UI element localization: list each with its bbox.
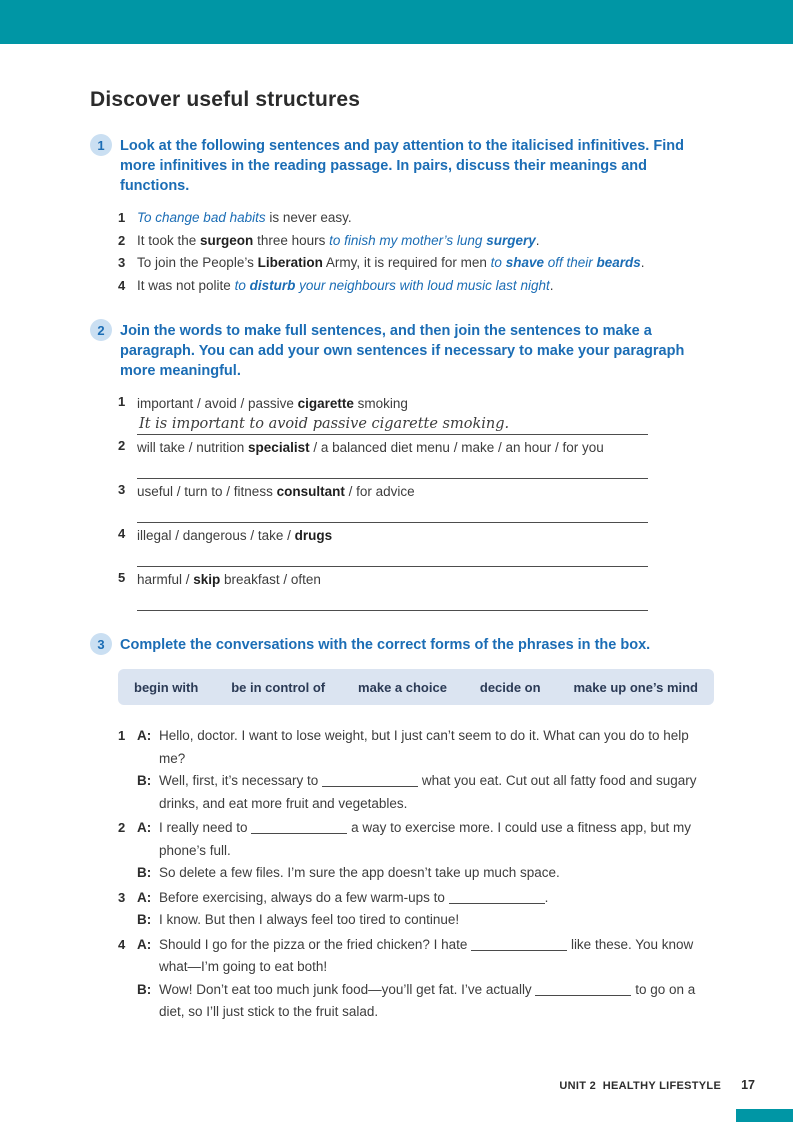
dialog-line <box>118 725 718 770</box>
text-run: to <box>234 277 250 293</box>
phrase-item: begin with <box>134 679 199 695</box>
answer-line[interactable] <box>137 546 648 567</box>
exercise-3-header <box>90 633 718 655</box>
text-run: illegal / dangerous / take / <box>137 528 295 543</box>
item-number: 2 <box>118 232 126 248</box>
text-run: three hours <box>253 232 330 248</box>
speaker-label: A: <box>137 936 152 952</box>
word-prompt-body <box>137 482 648 523</box>
text-run: a way to exercise more. I could use a fitness app, but my phone’s full. <box>159 820 691 858</box>
exercise-3-number-badge: 3 <box>90 633 112 655</box>
dialog-line <box>118 770 718 815</box>
text-run: beards <box>596 255 641 270</box>
text-run: I really need to <box>159 820 252 835</box>
phrase-item: make a choice <box>358 679 447 695</box>
item-number: 2 <box>118 438 126 453</box>
text-run: to <box>490 255 506 270</box>
answer-blank[interactable] <box>471 937 567 951</box>
text-run: Army, it is required for men <box>322 255 491 270</box>
dialog-number: 2 <box>118 820 126 835</box>
bottom-color-bar <box>736 1109 793 1122</box>
text-run: Well, first, it’s necessary to <box>159 773 323 788</box>
exercise-1-number-badge: 1 <box>90 134 112 156</box>
text-run: / a balanced diet menu / make / an hour / for you <box>309 440 604 455</box>
dialog-line <box>118 909 718 932</box>
dialog-text <box>159 725 718 770</box>
dialog-text <box>159 909 718 932</box>
word-prompt-list <box>118 394 718 611</box>
text-run: drugs <box>294 528 333 543</box>
dialog-line <box>118 934 718 979</box>
text-run: harmful / <box>137 572 194 587</box>
speaker-label: B: <box>137 981 152 997</box>
dialog-text <box>159 979 718 1024</box>
dialog-text <box>159 817 718 862</box>
word-prompt-text <box>137 570 648 590</box>
word-prompt-item <box>118 570 718 611</box>
text-run: skip <box>193 572 221 587</box>
dialog-number-spacer <box>118 862 137 885</box>
text-run: what you eat. Cut out all fatty food and sugary drinks, and eat more fruit and vegetables. <box>159 773 697 811</box>
word-prompt-item <box>118 438 718 479</box>
dialog-text <box>159 887 718 910</box>
text-run: It was not polite <box>137 277 235 293</box>
text-run: To change bad habits <box>137 210 266 225</box>
answer-blank[interactable] <box>535 982 631 996</box>
text-run: . <box>544 889 549 905</box>
dialog-number: 4 <box>118 936 126 952</box>
speaker-label: A: <box>137 889 152 905</box>
text-run: . <box>549 277 554 293</box>
sentence-item <box>118 230 718 253</box>
text-run: important / avoid / passive <box>137 396 298 411</box>
speaker-label: B: <box>137 773 152 788</box>
text-run: Before exercising, always do a few warm-ups to <box>159 889 449 905</box>
item-number: 5 <box>118 570 126 585</box>
footer <box>559 1078 755 1092</box>
exercise-2-instruction: Join the words to make full sentences, and then join the sentences to make a paragraph. You can add your own sentences if necessary to make your paragraph more meaningful. <box>120 323 685 379</box>
dialog-item <box>118 934 718 1024</box>
sentence-item <box>118 207 718 230</box>
conversation-list <box>118 725 718 1024</box>
exercise-2-header <box>90 319 718 381</box>
word-prompt-text <box>137 438 648 458</box>
unit-label: UNIT 2 HEALTHY LIFESTYLE <box>559 1080 722 1092</box>
dialog-item <box>118 725 718 815</box>
speaker-label: A: <box>137 728 152 743</box>
answer-line[interactable] <box>137 414 648 435</box>
phrase-box <box>118 669 714 705</box>
exercise-1-instruction: Look at the following sentences and pay attention to the italicised infinitives. Find more infinitives in the reading passage. In pairs, discuss their meanings and functions. <box>120 138 684 194</box>
item-number: 1 <box>118 210 126 225</box>
dialog-number-spacer <box>118 770 137 815</box>
speaker-label: B: <box>137 865 152 880</box>
exercise-3-instruction: Complete the conversations with the correct forms of the phrases in the box. <box>120 637 651 653</box>
dialog-number-spacer <box>118 979 137 1024</box>
dialog-item <box>118 817 718 885</box>
word-prompt-text <box>137 394 648 414</box>
item-number: 3 <box>118 255 126 270</box>
text-run: specialist <box>248 440 310 455</box>
text-run: Wow! Don’t eat too much junk food—you’ll get fat. I’ve actually <box>159 981 536 997</box>
text-run: smoking <box>353 396 408 411</box>
phrase-item: make up one’s mind <box>573 679 698 695</box>
sentence-text <box>137 230 718 253</box>
text-run: To join the People’s <box>137 255 258 270</box>
text-run: . <box>535 232 540 248</box>
text-run: disturb <box>249 277 296 293</box>
text-run: cigarette <box>297 396 354 411</box>
text-run: Should I go for the pizza or the fried chicken? I hate <box>159 936 472 952</box>
dialog-line <box>118 862 718 885</box>
item-number: 4 <box>118 277 126 293</box>
word-prompt-body <box>137 526 648 567</box>
dialog-number: 3 <box>118 889 126 905</box>
dialog-line <box>118 979 718 1024</box>
text-run: I know. But then I always feel too tired to continue! <box>159 912 460 927</box>
speaker-label: A: <box>137 820 152 835</box>
text-run: . <box>640 255 645 270</box>
text-run: surgery <box>486 232 536 248</box>
dialog-text <box>159 770 718 815</box>
sentence-text <box>137 252 718 275</box>
text-run: breakfast / often <box>220 572 321 587</box>
answer-blank[interactable] <box>251 820 347 834</box>
exercise-3-section <box>90 633 718 1024</box>
top-color-bar <box>0 0 793 44</box>
exercise-1-header <box>90 134 718 196</box>
text-run: surgeon <box>200 232 254 248</box>
answer-line[interactable] <box>137 502 648 523</box>
word-prompt-item <box>118 482 718 523</box>
word-prompt-text <box>137 526 648 546</box>
item-number: 4 <box>118 526 126 541</box>
dialog-line <box>118 817 718 862</box>
word-prompt-body <box>137 394 648 435</box>
phrase-item: be in control of <box>231 679 326 695</box>
answer-line[interactable] <box>137 458 648 479</box>
item-number: 1 <box>118 394 126 409</box>
answer-blank[interactable] <box>449 890 545 904</box>
speaker-label: B: <box>137 912 152 927</box>
phrase-item: decide on <box>479 679 541 695</box>
text-run: Hello, doctor. I want to lose weight, but I just can’t seem to do it. What can you do to help me? <box>159 728 689 766</box>
word-prompt-text <box>137 482 648 502</box>
text-run: your neighbours with loud music last night <box>295 277 550 293</box>
text-run: shave <box>505 255 544 270</box>
exercise-2-number-badge: 2 <box>90 319 112 341</box>
text-run: It took the <box>137 232 201 248</box>
text-run: off their <box>543 255 597 270</box>
item-number: 3 <box>118 482 126 497</box>
sentence-text <box>137 275 718 298</box>
sentence-text <box>137 207 718 230</box>
word-prompt-item <box>118 394 718 435</box>
word-prompt-body <box>137 438 648 479</box>
dialog-text <box>159 934 718 979</box>
text-run: will take / nutrition <box>137 440 249 455</box>
text-run: is never easy. <box>265 210 352 225</box>
answer-line[interactable] <box>137 590 648 611</box>
exercise-1-section <box>90 134 718 297</box>
text-run: to finish my mother’s lung <box>329 232 487 248</box>
exercise-2-section <box>90 319 718 611</box>
page-title: Discover useful structures <box>90 88 361 111</box>
handwritten-answer: It is important to avoid passive cigarette smoking. <box>139 416 510 432</box>
sentence-item <box>118 275 718 298</box>
dialog-text <box>159 862 718 885</box>
answer-blank[interactable] <box>322 773 418 787</box>
text-run: Liberation <box>257 255 323 270</box>
word-prompt-body <box>137 570 648 611</box>
dialog-line <box>118 887 718 910</box>
text-run: to go on a diet, so I’ll just stick to the fruit salad. <box>159 981 696 1019</box>
dialog-number-spacer <box>118 909 137 932</box>
text-run: / for advice <box>344 484 415 499</box>
dialog-number: 1 <box>118 728 126 743</box>
sentence-item <box>118 252 718 275</box>
text-run: consultant <box>276 484 345 499</box>
word-prompt-item <box>118 526 718 567</box>
page-number: 17 <box>741 1078 755 1092</box>
text-run: So delete a few files. I’m sure the app doesn’t take up much space. <box>159 865 560 880</box>
sentence-list <box>118 207 718 297</box>
text-run: useful / turn to / fitness <box>137 484 277 499</box>
dialog-item <box>118 887 718 932</box>
page-content <box>90 44 718 1026</box>
text-run: like these. You know what—I’m going to eat both! <box>159 936 694 974</box>
